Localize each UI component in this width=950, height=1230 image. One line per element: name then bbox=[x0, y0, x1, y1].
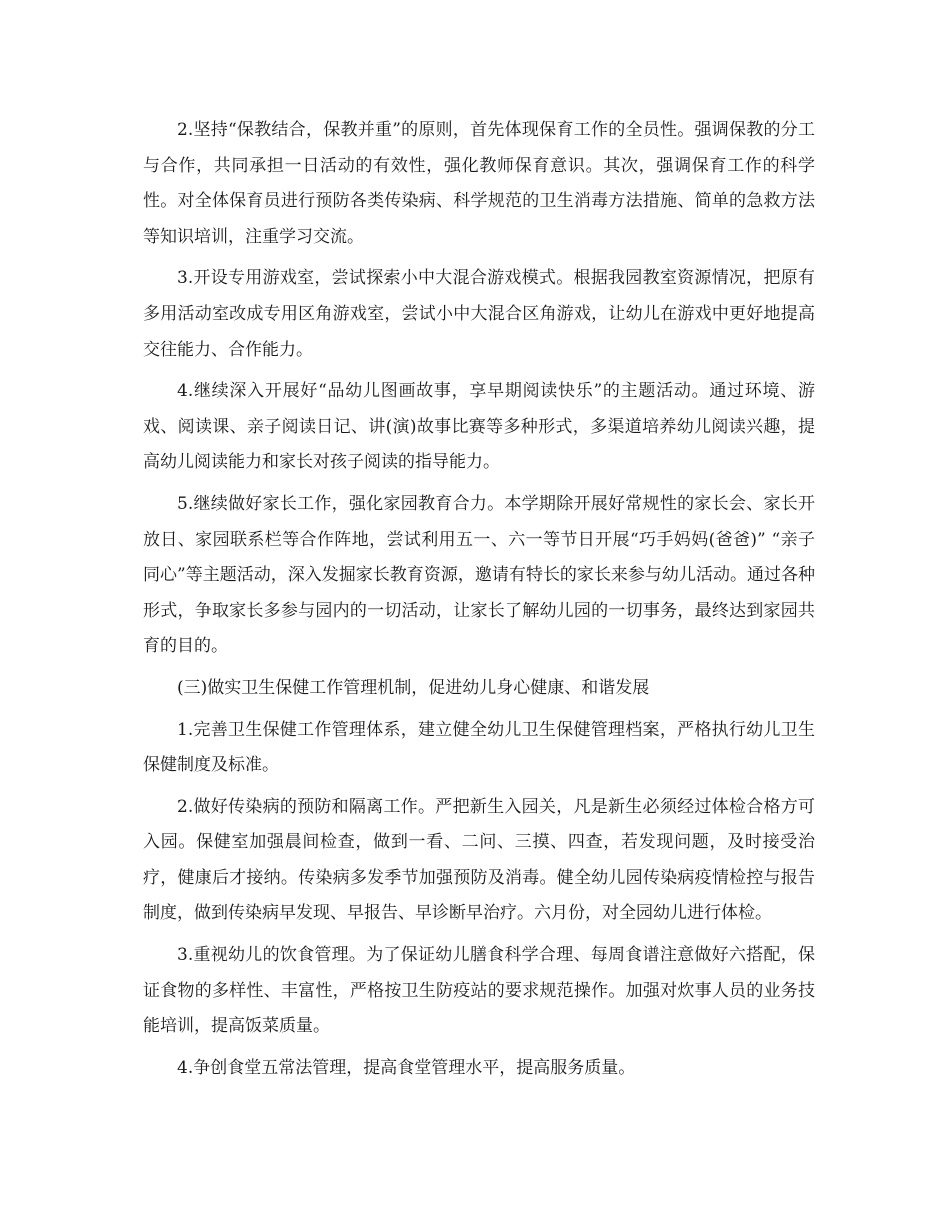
paragraph-item-5: 5.继续做好家长工作，强化家园教育合力。本学期除开展好常规性的家长会、家长开放日、家园联系栏等合作阵地，尝试利用五一、六一等节日开展“巧手妈妈(爸爸)” “亲子同心”等主题活动，深入发掘家长教育资源，邀请有特长的家长来参与幼儿活动。通过各种形式，争取家长多参与园内的一切活动，让家长了解幼儿园的一切事务，最终达到家园共育的目的。 bbox=[143, 493, 815, 657]
section-heading: (三)做实卫生保健工作管理机制，促进幼儿身心健康、和谐发展 bbox=[177, 677, 650, 698]
document-body bbox=[143, 113, 815, 1092]
paragraph-item-2: 2.坚持“保教结合，保教并重”的原则，首先体现保育工作的全员性。强调保教的分工与合作，共同承担一日活动的有效性，强化教师保育意识。其次，强调保育工作的科学性。对全体保育员进行预防各类传染病、科学规范的卫生消毒方法措施、简单的急救方法等知识培训，注重学习交流。 bbox=[143, 120, 815, 247]
paragraph-item-1: 1.完善卫生保健工作管理体系，建立健全幼儿卫生保健管理档案，严格执行幼儿卫生保健制度及标准。 bbox=[143, 719, 815, 776]
paragraph-item-2b: 2.做好传染病的预防和隔离工作。严把新生入园关，凡是新生必须经过体检合格方可入园。保健室加强晨间检查，做到一看、二问、三摸、四查，若发现问题，及时接受治疗，健康后才接纳。传染病多发季节加强预防及消毒。健全幼儿园传染病疫情检控与报告制度，做到传染病早发现、早报告、早诊断早治疗。六月份，对全园幼儿进行体检。 bbox=[143, 796, 815, 924]
paragraph-item-3b: 3.重视幼儿的饮食管理。为了保证幼儿膳食科学合理、每周食谱注意做好六搭配，保证食物的多样性、丰富性，严格按卫生防疫站的要求规范操作。加强对炊事人员的业务技能培训，提高饭菜质量。 bbox=[143, 945, 815, 1037]
paragraph-item-4: 4.继续深入开展好“品幼儿图画故事，享早期阅读快乐”的主题活动。通过环境、游戏、阅读课、亲子阅读日记、讲(演)故事比赛等多种形式，多渠道培养幼儿阅读兴趣，提高幼儿阅读能力和家长对孩子阅读的指导能力。 bbox=[143, 381, 815, 473]
paragraph-item-4b: 4.争创食堂五常法管理，提高食堂管理水平，提高服务质量。 bbox=[177, 1057, 636, 1078]
paragraph-item-3: 3.开设专用游戏室，尝试探索小中大混合游戏模式。根据我园教室资源情况，把原有多用活动室改成专用区角游戏室，尝试小中大混合区角游戏，让幼儿在游戏中更好地提高交往能力、合作能力。 bbox=[143, 268, 815, 360]
